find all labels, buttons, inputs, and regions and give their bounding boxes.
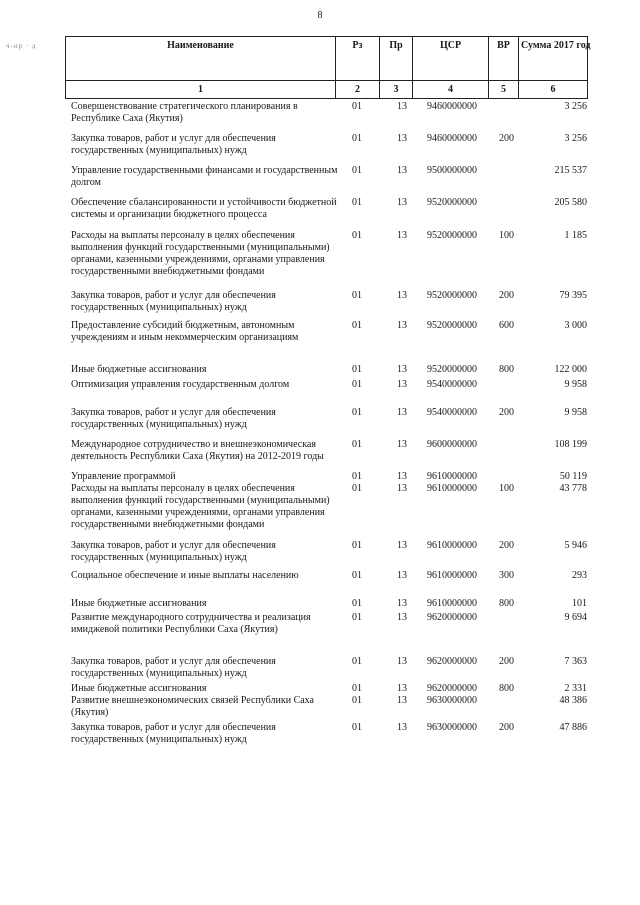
cell-pr: 13 [397, 656, 407, 667]
cell-pr: 13 [397, 540, 407, 551]
cell-rz: 01 [352, 612, 362, 623]
cell-vr [499, 612, 535, 636]
table-row [71, 570, 587, 582]
cell-rz: 01 [352, 379, 362, 390]
cell-sum: 293 [572, 570, 587, 581]
cell-pr: 13 [397, 483, 407, 494]
cell-name: Совершенствование стратегического планирования в Республике Саха (Якутия) [71, 101, 298, 124]
cell-csr: 9630000000 [427, 695, 477, 706]
cell-vr: 200 [499, 290, 514, 301]
cell-sum: 3 000 [564, 320, 587, 331]
cell-rz: 01 [352, 407, 362, 418]
cell-csr: 9500000000 [427, 165, 477, 176]
cell-name: Закупка товаров, работ и услуг для обеспечения государственных (муниципальных) нужд [71, 656, 276, 679]
cell-rz: 01 [352, 471, 362, 482]
cell-pr: 13 [397, 598, 407, 609]
cell-name: Расходы на выплаты персоналу в целях обеспечения выполнения функций государственными (муниципальными) органами, казенными учреждениями, органами управления государственными внебюджетными фондами [71, 483, 330, 530]
header-csr: ЦСР [413, 37, 489, 81]
table-row [71, 656, 587, 680]
cell-rz: 01 [352, 320, 362, 331]
cell-name: Развитие международного сотрудничества и реализация имиджевой политики Республики Саха (Якутия) [71, 612, 311, 635]
cell-csr: 9520000000 [427, 230, 477, 241]
cell-pr: 13 [397, 197, 407, 208]
table-row [71, 165, 587, 189]
cell-sum: 79 395 [559, 290, 587, 301]
cell-sum: 101 [572, 598, 587, 609]
cell-rz: 01 [352, 695, 362, 706]
table-row [71, 407, 587, 431]
cell-rz: 01 [352, 230, 362, 241]
header-row-numbers [66, 81, 588, 99]
cell-name: Иные бюджетные ассигнования [71, 364, 207, 375]
table-row [71, 722, 587, 746]
cell-vr: 200 [499, 656, 514, 667]
cell-csr: 9460000000 [427, 101, 477, 112]
header-pr: Пр [380, 37, 413, 81]
cell-pr: 13 [397, 570, 407, 581]
cell-rz: 01 [352, 598, 362, 609]
cell-vr [499, 379, 535, 391]
cell-csr: 9610000000 [427, 483, 477, 494]
cell-pr: 13 [397, 683, 407, 694]
cell-name: Управление государственными финансами и государственным долгом [71, 165, 338, 188]
cell-sum: 9 958 [564, 379, 587, 390]
cell-sum: 215 537 [554, 165, 587, 176]
cell-csr: 9520000000 [427, 197, 477, 208]
header-num-pr: 3 [380, 81, 413, 99]
cell-name: Предоставление субсидий бюджетным, автономным учреждениям и иным некоммерческим организациям [71, 320, 299, 343]
cell-csr: 9460000000 [427, 133, 477, 144]
cell-pr: 13 [397, 101, 407, 112]
header-row-titles [66, 37, 588, 81]
table-row [71, 101, 587, 125]
cell-name: Управление программой [71, 471, 176, 482]
header-num-vr: 5 [489, 81, 519, 99]
table-row [71, 483, 587, 531]
cell-csr: 9620000000 [427, 612, 477, 623]
cell-name: Развитие внешнеэкономических связей Республики Саха (Якутия) [71, 695, 314, 718]
cell-pr: 13 [397, 320, 407, 331]
cell-csr: 9610000000 [427, 540, 477, 551]
table-row [71, 695, 587, 719]
table-row [71, 197, 587, 221]
cell-vr: 300 [499, 570, 514, 581]
table-row [71, 683, 587, 695]
header-num-csr: 4 [413, 81, 489, 99]
cell-sum: 2 331 [564, 683, 587, 694]
cell-rz: 01 [352, 133, 362, 144]
cell-name: Закупка товаров, работ и услуг для обеспечения государственных (муниципальных) нужд [71, 722, 276, 745]
cell-vr [499, 197, 535, 221]
cell-csr: 9620000000 [427, 656, 477, 667]
cell-name: Социальное обеспечение и иные выплаты населению [71, 570, 299, 581]
cell-name: Закупка товаров, работ и услуг для обеспечения государственных (муниципальных) нужд [71, 540, 276, 563]
cell-sum: 47 886 [559, 722, 587, 733]
cell-rz: 01 [352, 364, 362, 375]
cell-vr: 200 [499, 133, 514, 144]
cell-sum: 1 185 [564, 230, 587, 241]
cell-sum: 5 946 [564, 540, 587, 551]
cell-vr [499, 695, 535, 719]
cell-vr: 600 [499, 320, 514, 331]
cell-sum: 9 958 [564, 407, 587, 418]
table-body [71, 101, 587, 746]
table-row [71, 230, 587, 278]
cell-vr [499, 471, 535, 483]
cell-pr: 13 [397, 407, 407, 418]
header-sum: Сумма 2017 год [519, 37, 588, 81]
cell-pr: 13 [397, 133, 407, 144]
cell-pr: 13 [397, 439, 407, 450]
cell-sum: 108 199 [554, 439, 587, 450]
table-row [71, 320, 587, 344]
cell-name: Закупка товаров, работ и услуг для обеспечения государственных (муниципальных) нужд [71, 290, 276, 313]
table-row [71, 598, 587, 610]
table-row [71, 471, 587, 483]
header-vr: ВР [489, 37, 519, 81]
cell-sum: 7 363 [564, 656, 587, 667]
cell-vr: 200 [499, 540, 514, 551]
cell-csr: 9520000000 [427, 320, 477, 331]
cell-vr [499, 101, 535, 125]
cell-pr: 13 [397, 612, 407, 623]
cell-name: Иные бюджетные ассигнования [71, 683, 207, 694]
cell-csr: 9540000000 [427, 379, 477, 390]
table-row [71, 612, 587, 636]
table-row [71, 133, 587, 157]
cell-rz: 01 [352, 683, 362, 694]
cell-csr: 9610000000 [427, 598, 477, 609]
cell-vr: 100 [499, 483, 514, 494]
cell-rz: 01 [352, 101, 362, 112]
cell-pr: 13 [397, 722, 407, 733]
table-row [71, 290, 587, 314]
cell-pr: 13 [397, 165, 407, 176]
cell-pr: 13 [397, 364, 407, 375]
header-name: Наименование [66, 37, 336, 81]
cell-rz: 01 [352, 483, 362, 494]
cell-vr [499, 165, 535, 189]
cell-pr: 13 [397, 290, 407, 301]
cell-name: Иные бюджетные ассигнования [71, 598, 207, 609]
header-num-rz: 2 [336, 81, 380, 99]
cell-vr [499, 439, 535, 463]
cell-csr: 9610000000 [427, 471, 477, 482]
cell-name: Закупка товаров, работ и услуг для обеспечения государственных (муниципальных) нужд [71, 407, 276, 430]
cell-sum: 205 580 [554, 197, 587, 208]
cell-csr: 9520000000 [427, 290, 477, 301]
cell-pr: 13 [397, 471, 407, 482]
cell-rz: 01 [352, 439, 362, 450]
cell-vr: 800 [499, 598, 514, 609]
cell-vr: 200 [499, 407, 514, 418]
cell-sum: 3 256 [564, 101, 587, 112]
table-row [71, 439, 587, 463]
cell-pr: 13 [397, 695, 407, 706]
cell-name: Закупка товаров, работ и услуг для обеспечения государственных (муниципальных) нужд [71, 133, 276, 156]
cell-sum: 48 386 [559, 695, 587, 706]
cell-vr: 100 [499, 230, 514, 241]
cell-sum: 3 256 [564, 133, 587, 144]
cell-sum: 50 119 [559, 471, 587, 482]
table-row [71, 379, 587, 391]
cell-rz: 01 [352, 197, 362, 208]
cell-csr: 9540000000 [427, 407, 477, 418]
cell-csr: 9610000000 [427, 570, 477, 581]
cell-csr: 9600000000 [427, 439, 477, 450]
header-num-name: 1 [66, 81, 336, 99]
cell-sum: 43 778 [559, 483, 587, 494]
cell-pr: 13 [397, 379, 407, 390]
cell-csr: 9620000000 [427, 683, 477, 694]
cell-name: Международное сотрудничество и внешнеэкономическая деятельность Республики Саха (Якутия) на 2012-2019 годы [71, 439, 324, 462]
cell-vr: 200 [499, 722, 514, 733]
table-row [71, 540, 587, 564]
cell-rz: 01 [352, 540, 362, 551]
cell-rz: 01 [352, 570, 362, 581]
cell-csr: 9520000000 [427, 364, 477, 375]
cell-name: Оптимизация управления государственным долгом [71, 379, 290, 390]
cell-rz: 01 [352, 290, 362, 301]
header-rz: Рз [336, 37, 380, 81]
cell-vr: 800 [499, 364, 514, 375]
margin-handwritten-note: ч-нр · д [6, 42, 37, 50]
table-row [71, 364, 587, 376]
table-header [65, 36, 591, 99]
cell-pr: 13 [397, 230, 407, 241]
cell-name: Обеспечение сбалансированности и устойчивости бюджетной системы и организации бюджетного процесса [71, 197, 337, 220]
cell-name: Расходы на выплаты персоналу в целях обеспечения выполнения функций государственными (муниципальными) органами, казенными учреждениями, органами управления государственными внебюджетными фондами [71, 230, 330, 277]
cell-rz: 01 [352, 722, 362, 733]
cell-csr: 9630000000 [427, 722, 477, 733]
page-number: 8 [317, 10, 323, 21]
cell-rz: 01 [352, 656, 362, 667]
header-num-sum: 6 [519, 81, 588, 99]
cell-rz: 01 [352, 165, 362, 176]
cell-sum: 122 000 [554, 364, 587, 375]
cell-sum: 9 694 [564, 612, 587, 623]
cell-vr: 800 [499, 683, 514, 694]
